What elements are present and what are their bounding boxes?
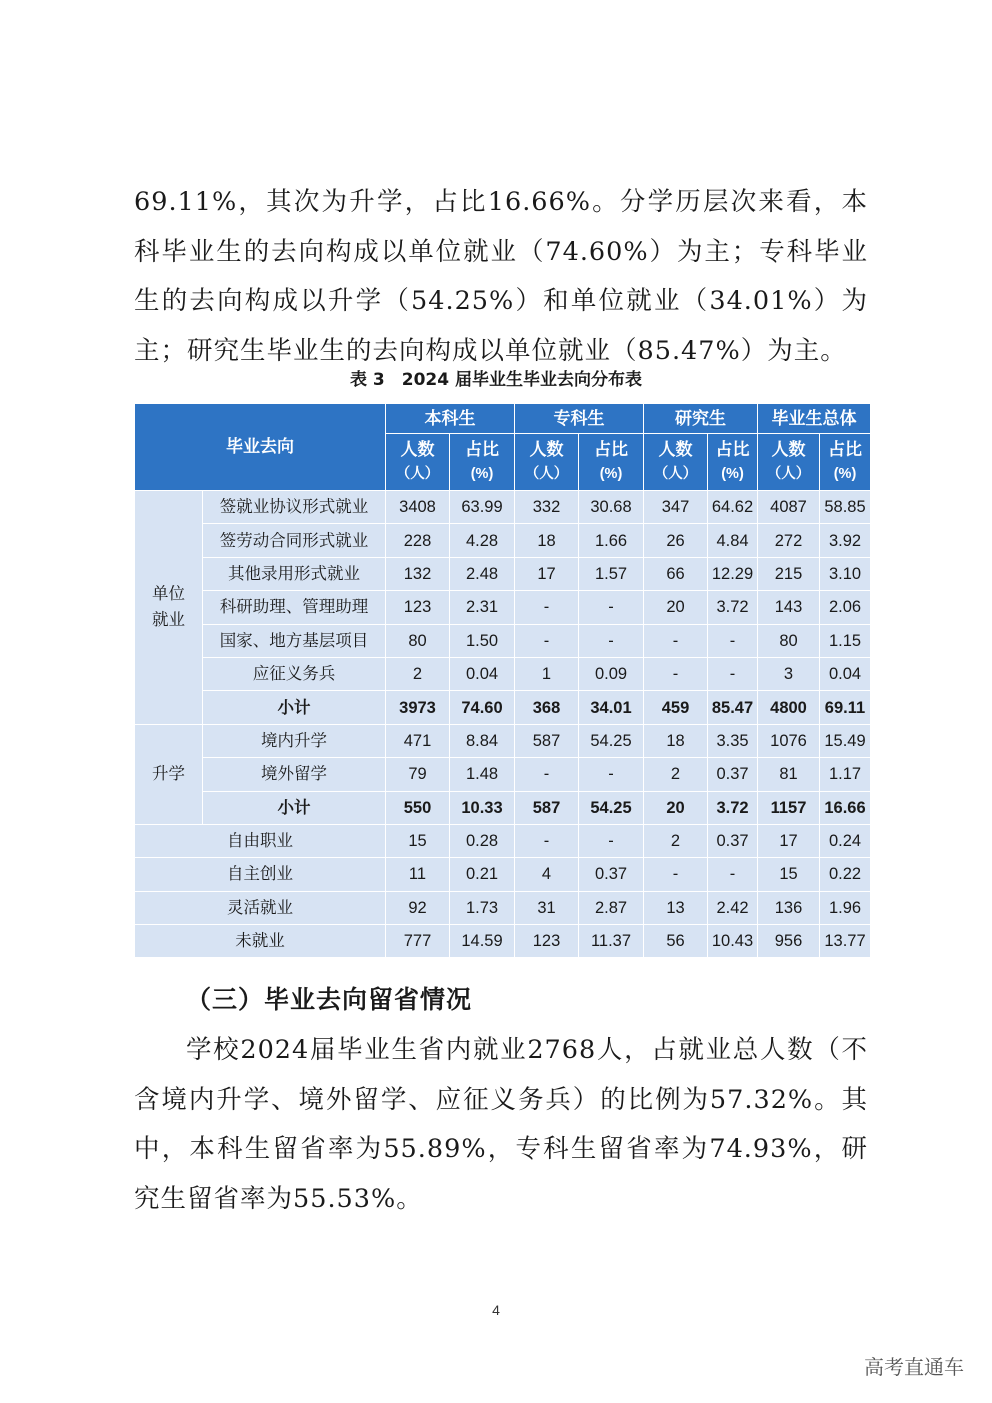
cell-count: 15: [758, 858, 820, 891]
cell-count: 471: [386, 724, 450, 757]
header-group-overall: 毕业生总体: [758, 404, 871, 434]
row-label: 灵活就业: [135, 891, 386, 924]
cell-ratio: 13.77: [820, 925, 871, 958]
cell-ratio: 74.60: [450, 691, 515, 724]
header-sub-top: 占比: [715, 440, 750, 459]
cell-ratio: 1.66: [579, 524, 644, 557]
cell-ratio: 1.48: [450, 758, 515, 791]
cell-ratio: 4.84: [708, 524, 758, 557]
cell-count: 136: [758, 891, 820, 924]
cell-count: 80: [386, 624, 450, 657]
cell-count: 31: [515, 891, 579, 924]
cell-count: 123: [515, 925, 579, 958]
cell-ratio: 1.96: [820, 891, 871, 924]
header-sub-unit: (%): [599, 466, 623, 482]
header-sub-unit: （人）: [524, 466, 569, 482]
header-sub-unit: (%): [833, 466, 857, 482]
row-label: 应征义务兵: [203, 657, 386, 690]
table-row: [135, 724, 871, 757]
page-number: 4: [492, 1302, 500, 1318]
header-destination: 毕业去向: [135, 404, 386, 491]
cell-count: 777: [386, 925, 450, 958]
cell-count: -: [515, 591, 579, 624]
cell-ratio: 0.37: [708, 824, 758, 857]
table-row: [135, 824, 871, 857]
cell-ratio: 0.04: [450, 657, 515, 690]
cell-ratio: 3.35: [708, 724, 758, 757]
cell-ratio: -: [579, 758, 644, 791]
cell-count: 215: [758, 557, 820, 590]
table-caption: 表 3 2024 届毕业生毕业去向分布表: [350, 370, 642, 390]
cell-count: 4800: [758, 691, 820, 724]
cell-ratio: 14.59: [450, 925, 515, 958]
cell-ratio: 12.29: [708, 557, 758, 590]
cell-count: 347: [644, 491, 708, 524]
header-ratio: [708, 434, 758, 491]
header-sub-top: 人数: [400, 440, 435, 459]
header-sub-top: 人数: [771, 440, 806, 459]
cell-ratio: 3.72: [708, 791, 758, 824]
cell-count: 4087: [758, 491, 820, 524]
cell-ratio: 4.28: [450, 524, 515, 557]
row-label: 科研助理、管理助理: [203, 591, 386, 624]
row-label: 未就业: [135, 925, 386, 958]
cell-count: 1: [515, 657, 579, 690]
header-sub-top: 人数: [658, 440, 693, 459]
cell-ratio: 1.17: [820, 758, 871, 791]
cell-count: 92: [386, 891, 450, 924]
header-ratio: [820, 434, 871, 491]
cell-count: 4: [515, 858, 579, 891]
intro-paragraph: 69.11%，其次为升学，占比16.66%。分学历层次来看，本科毕业生的去向构成以单位就业（74.60%）为主；专科毕业生的去向构成以升学（54.25%）和单位就业（34.01%）为主；研究生毕业生的去向构成以单位就业（85.47%）为主。: [134, 187, 868, 366]
destination-table: [134, 403, 871, 958]
cell-count: -: [644, 858, 708, 891]
header-ratio: [450, 434, 515, 491]
cell-ratio: -: [708, 858, 758, 891]
group-further-study: 升学: [135, 724, 203, 824]
cell-count: -: [644, 657, 708, 690]
header-sub-unit: (%): [470, 466, 494, 482]
cell-count: 18: [515, 524, 579, 557]
cell-ratio: 1.50: [450, 624, 515, 657]
cell-count: 20: [644, 791, 708, 824]
watermark: 高考直通车: [864, 1355, 964, 1379]
cell-count: 56: [644, 925, 708, 958]
cell-count: 15: [386, 824, 450, 857]
row-label: 签就业协议形式就业: [203, 491, 386, 524]
cell-count: 26: [644, 524, 708, 557]
header-count: [758, 434, 820, 491]
cell-ratio: 8.84: [450, 724, 515, 757]
cell-count: 17: [758, 824, 820, 857]
cell-ratio: -: [579, 591, 644, 624]
row-label: 国家、地方基层项目: [203, 624, 386, 657]
cell-count: -: [644, 624, 708, 657]
cell-ratio: 3.10: [820, 557, 871, 590]
cell-count: 956: [758, 925, 820, 958]
cell-count: 18: [644, 724, 708, 757]
cell-count: 272: [758, 524, 820, 557]
row-label: 自由职业: [135, 824, 386, 857]
table-row: [135, 657, 871, 690]
cell-count: 368: [515, 691, 579, 724]
cell-ratio: 3.92: [820, 524, 871, 557]
cell-count: 123: [386, 591, 450, 624]
table-row: [135, 491, 871, 524]
cell-ratio: 0.24: [820, 824, 871, 857]
cell-ratio: 1.57: [579, 557, 644, 590]
cell-ratio: 11.37: [579, 925, 644, 958]
table-row: [135, 925, 871, 958]
cell-count: 132: [386, 557, 450, 590]
cell-ratio: 2.31: [450, 591, 515, 624]
cell-count: 332: [515, 491, 579, 524]
cell-count: 17: [515, 557, 579, 590]
cell-count: 587: [515, 791, 579, 824]
cell-ratio: -: [708, 657, 758, 690]
header-sub-unit: （人）: [653, 466, 698, 482]
header-group-undergrad: 本科生: [386, 404, 515, 434]
row-label: 自主创业: [135, 858, 386, 891]
table-row: [135, 858, 871, 891]
cell-count: 587: [515, 724, 579, 757]
cell-count: 11: [386, 858, 450, 891]
cell-ratio: 1.15: [820, 624, 871, 657]
cell-ratio: 16.66: [820, 791, 871, 824]
header-sub-top: 占比: [828, 440, 862, 459]
row-label: 境内升学: [203, 724, 386, 757]
header-sub-unit: （人）: [395, 466, 440, 482]
header-sub-unit: （人）: [766, 466, 811, 482]
table-row: [135, 624, 871, 657]
header-sub-top: 占比: [465, 440, 499, 459]
cell-ratio: 0.22: [820, 858, 871, 891]
cell-count: 3973: [386, 691, 450, 724]
cell-count: 79: [386, 758, 450, 791]
row-label: 境外留学: [203, 758, 386, 791]
table-row: [135, 591, 871, 624]
cell-ratio: 0.37: [708, 758, 758, 791]
cell-count: -: [515, 824, 579, 857]
cell-ratio: 64.62: [708, 491, 758, 524]
cell-count: 13: [644, 891, 708, 924]
cell-count: -: [515, 624, 579, 657]
cell-count: 66: [644, 557, 708, 590]
cell-ratio: 69.11: [820, 691, 871, 724]
cell-count: 1076: [758, 724, 820, 757]
cell-ratio: 0.21: [450, 858, 515, 891]
cell-count: 20: [644, 591, 708, 624]
cell-ratio: 0.04: [820, 657, 871, 690]
cell-ratio: 15.49: [820, 724, 871, 757]
cell-ratio: -: [579, 624, 644, 657]
group-employment: 单位 就业: [135, 491, 203, 725]
cell-count: 80: [758, 624, 820, 657]
section-heading: （三）毕业去向留省情况: [186, 985, 473, 1014]
cell-ratio: 1.73: [450, 891, 515, 924]
header-group-vocational: 专科生: [515, 404, 644, 434]
header-group-graduate: 研究生: [644, 404, 758, 434]
retention-paragraph: 学校2024届毕业生省内就业2768人，占就业总人数（不含境内升学、境外留学、应征义务兵）的比例为57.32%。其中，本科生留省率为55.89%，专科生留省率为74.93%，研究生留省率为55.53%。: [134, 1035, 868, 1214]
header-sub-top: 人数: [529, 440, 564, 459]
header-sub-unit: (%): [721, 466, 744, 482]
cell-ratio: 58.85: [820, 491, 871, 524]
table-row: [135, 524, 871, 557]
cell-count: 550: [386, 791, 450, 824]
cell-count: 1157: [758, 791, 820, 824]
cell-ratio: 2.87: [579, 891, 644, 924]
table-row: [135, 758, 871, 791]
header-count: [515, 434, 579, 491]
cell-ratio: 3.72: [708, 591, 758, 624]
cell-count: 3: [758, 657, 820, 690]
cell-count: 143: [758, 591, 820, 624]
header-ratio: [579, 434, 644, 491]
header-count: [386, 434, 450, 491]
cell-ratio: 2.48: [450, 557, 515, 590]
table-row: [135, 691, 871, 724]
cell-ratio: 85.47: [708, 691, 758, 724]
row-label: 其他录用形式就业: [203, 557, 386, 590]
header-count: [644, 434, 708, 491]
cell-count: 228: [386, 524, 450, 557]
cell-ratio: 0.28: [450, 824, 515, 857]
cell-count: 2: [386, 657, 450, 690]
cell-count: -: [515, 758, 579, 791]
cell-ratio: 30.68: [579, 491, 644, 524]
cell-ratio: 10.33: [450, 791, 515, 824]
cell-ratio: 2.42: [708, 891, 758, 924]
cell-ratio: -: [708, 624, 758, 657]
cell-ratio: 54.25: [579, 791, 644, 824]
cell-count: 2: [644, 758, 708, 791]
table-row: [135, 891, 871, 924]
cell-ratio: 10.43: [708, 925, 758, 958]
table-row: [135, 791, 871, 824]
cell-ratio: -: [579, 824, 644, 857]
cell-ratio: 2.06: [820, 591, 871, 624]
row-label: 小计: [203, 791, 386, 824]
cell-count: 459: [644, 691, 708, 724]
cell-ratio: 63.99: [450, 491, 515, 524]
cell-count: 2: [644, 824, 708, 857]
row-label: 签劳动合同形式就业: [203, 524, 386, 557]
table-row: [135, 557, 871, 590]
cell-ratio: 0.37: [579, 858, 644, 891]
cell-ratio: 34.01: [579, 691, 644, 724]
header-sub-top: 占比: [594, 440, 628, 459]
cell-count: 3408: [386, 491, 450, 524]
cell-count: 81: [758, 758, 820, 791]
cell-ratio: 0.09: [579, 657, 644, 690]
cell-ratio: 54.25: [579, 724, 644, 757]
row-label: 小计: [203, 691, 386, 724]
